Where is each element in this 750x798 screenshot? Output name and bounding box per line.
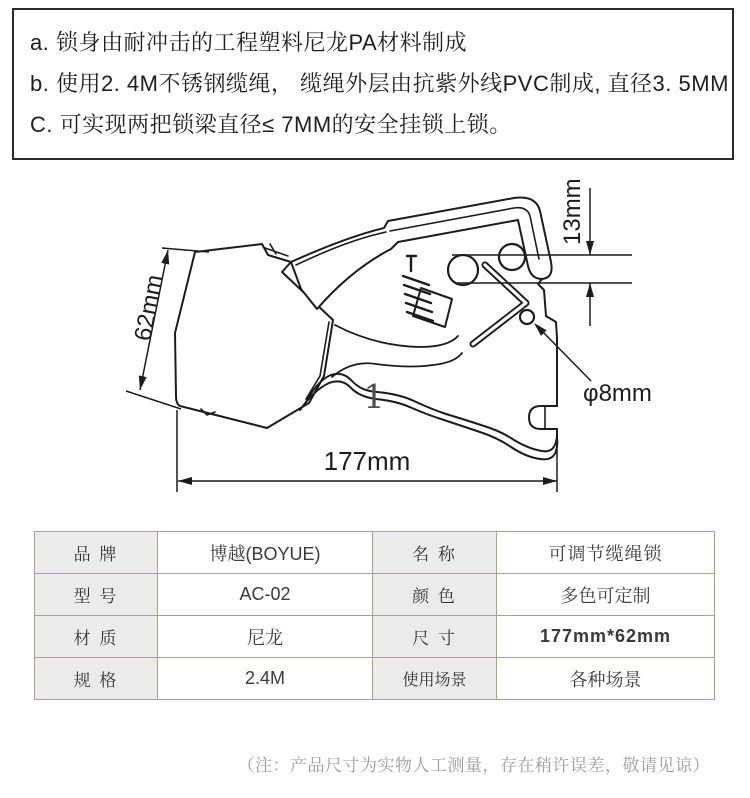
spec-row-material-size <box>35 616 715 658</box>
brand-label: 品 牌 <box>35 532 158 574</box>
brand-value: 博越(BOYUE) <box>158 532 373 574</box>
dim-label-height: 62mm <box>129 272 169 344</box>
size-label: 尺 寸 <box>373 616 497 658</box>
cable-hole-8mm <box>520 310 534 324</box>
size-value: 177mm*62mm <box>497 616 715 658</box>
scene-label: 使用场景 <box>373 658 497 700</box>
name-value: 可调节缆绳锁 <box>497 532 715 574</box>
lock-jaw-lines <box>332 325 462 377</box>
measurement-disclaimer: （注：产品尺寸为实物人工测量，存在稍许误差，敬请见谅） <box>237 756 710 775</box>
feature-text-box <box>12 8 734 160</box>
scene-value: 各种场景 <box>497 658 715 700</box>
color-value: 多色可定制 <box>497 574 715 616</box>
dim-label-length: 177mm <box>323 446 411 476</box>
name-label: 名 称 <box>373 532 497 574</box>
feature-line-a: a. 锁身由耐冲击的工程塑料尼龙PA材料制成 <box>30 29 468 55</box>
model-value: AC-02 <box>158 574 373 616</box>
material-value: 尼龙 <box>158 616 373 658</box>
spec-row-brand-name <box>35 532 715 574</box>
release-wire <box>473 265 526 344</box>
model-label: 型 号 <box>35 574 158 616</box>
feature-line-c: C. 可实现两把锁梁直径≤ 7MM的安全挂锁上锁。 <box>30 112 512 138</box>
lock-body-drawing <box>175 198 557 460</box>
spec-row-model-color <box>35 574 715 616</box>
spring-pin <box>407 256 416 271</box>
padlock-hole-left <box>448 255 478 285</box>
part-mark: 1 <box>363 377 385 416</box>
product-diagram <box>0 170 750 530</box>
feature-line-b: b. 使用2. 4M不锈钢缆绳， 缆绳外层由抗紫外线PVC制成, 直径3. 5MM <box>30 70 729 96</box>
spec-table <box>34 531 715 700</box>
material-label: 材 质 <box>35 616 158 658</box>
color-label: 颜 色 <box>373 574 497 616</box>
dim-label-hole-offset: 13mm <box>559 178 586 245</box>
padlock-holes <box>448 244 534 324</box>
spec-row-spec-scene <box>35 658 715 700</box>
cable-ferrule <box>529 406 557 429</box>
dim-label-hole-diameter: φ8mm <box>583 380 652 407</box>
spec-label: 规 格 <box>35 658 158 700</box>
lock-bottom-strip-top <box>306 374 557 451</box>
padlock-hole-right <box>499 244 525 270</box>
spec-value: 2.4M <box>158 658 373 700</box>
